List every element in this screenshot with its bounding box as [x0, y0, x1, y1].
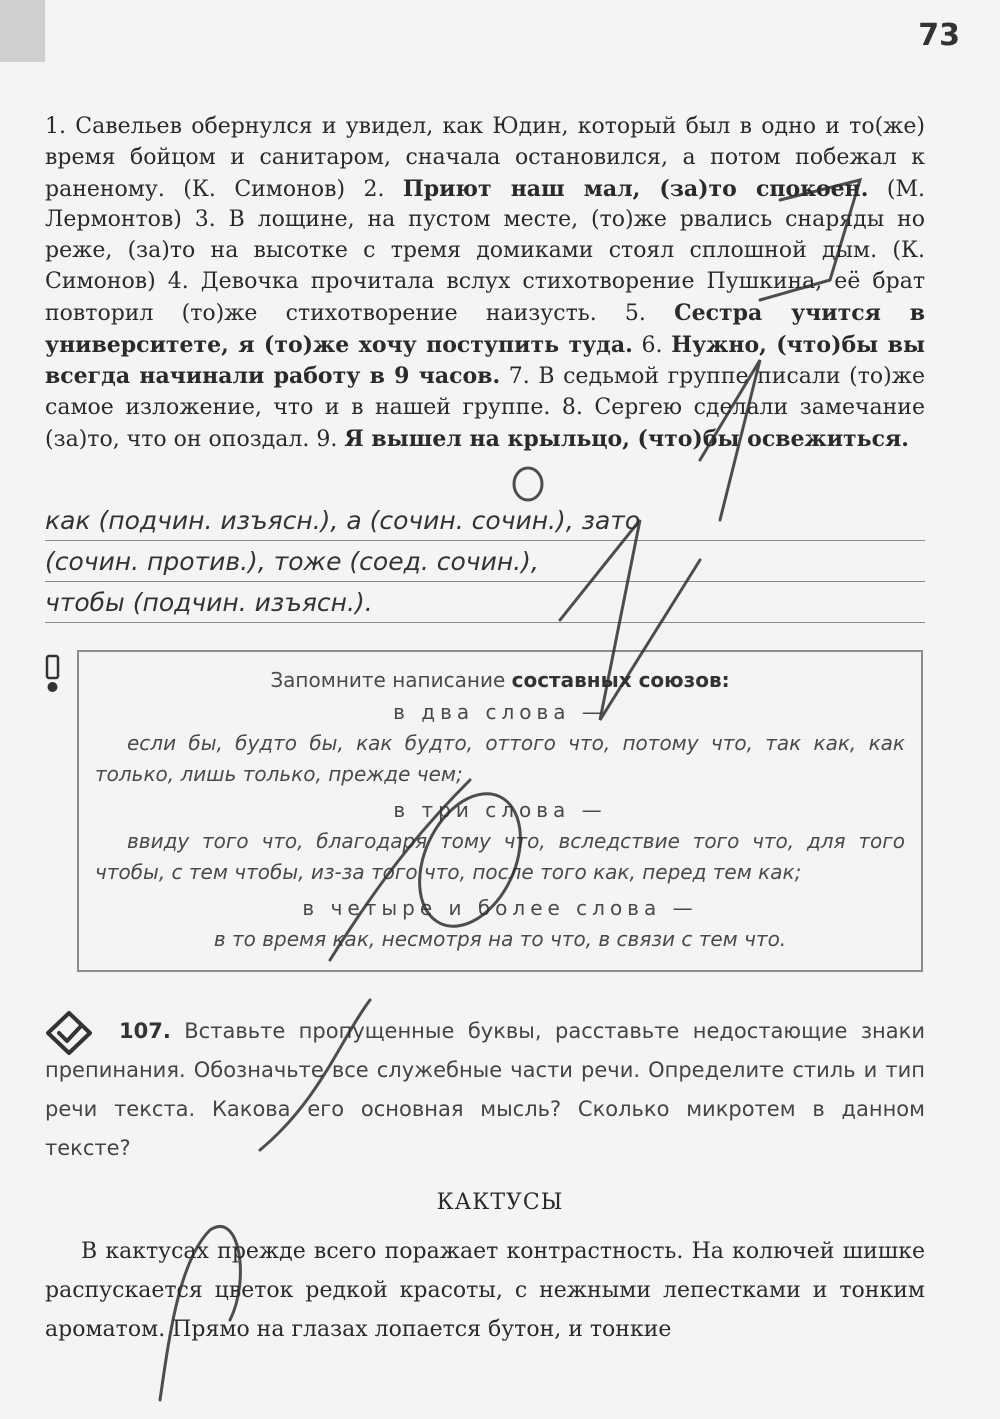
rule-box	[77, 650, 923, 972]
page-number: 73	[918, 18, 960, 53]
task-number: 107.	[119, 1019, 171, 1043]
rule-group2-label: в три слова —	[393, 798, 607, 822]
text-title: КАКТУСЫ	[436, 1190, 564, 1215]
handwritten-notes	[45, 500, 925, 623]
page-edge-shadow	[0, 0, 45, 62]
exercise-text-part-5: 6.	[632, 332, 672, 358]
task-text	[45, 1012, 925, 1168]
main-text: В кактусах прежде всего поражает контрастность. На колючей шишке распускается цветок редкой красоты, с нежными лепестками и тонким ароматом. Прямо на глазах лопается бутон, и тонкие	[45, 1239, 925, 1342]
rule-title-bold: составных союзов:	[511, 668, 730, 692]
exercise-sentence-2: Приют наш мал, (за)то спокоен.	[402, 175, 869, 202]
exercise-text-part-6: 7. В седьмой группе писали (то)же самое изложение, что и в нашей группе. 8. Сергею сделали замечание (за)то, что он опоздал. 9.	[45, 364, 925, 452]
handwritten-line-1: как (подчин. изъясн.), а (сочин. сочин.), зато	[45, 500, 925, 541]
scribble-stroke-8	[514, 468, 542, 500]
rule-group1-label: в два слова —	[393, 700, 607, 724]
exercise-text-part-2: (М. Лермонтов) 3. В лощине, на пустом месте, (то)же рвались снаряды но реже, (за)то на высотке с тремя домиками стоял сплошной дым. (К. Симонов) 4. Девочка прочитала вслух стихотворение Пушкина, её брат повторил (то)же стихотворение наизусть. 5.	[45, 176, 925, 326]
rule-group2-items: ввиду того что, благодаря тому что, вследствие того что, для того чтобы, с тем чтобы, из-за того что, после того как, перед тем как;	[95, 829, 905, 884]
task-instructions: Вставьте пропущенные буквы, расставьте недостающие знаки препинания. Обозначьте все служебные части речи. Определите стиль и тип речи текста. Какова его основная мысль? Сколько микротем в данном тексте?	[45, 1019, 925, 1160]
exercise-text	[45, 112, 925, 456]
rule-group3-items: в то время как, несмотря на то что, в связи с тем что.	[213, 927, 787, 951]
rule-group1-items: если бы, будто бы, как будто, оттого что, потому что, так как, как только, лишь только, прежде чем;	[95, 731, 905, 786]
rule-group3-label: в четыре и более слова —	[302, 896, 698, 920]
handwritten-line-2: (сочин. против.), тоже (соед. сочин.),	[45, 541, 925, 582]
exercise-sentence-6: Нужно, (что)бы вы всегда начинали работу в 9 часов.	[45, 331, 925, 390]
handwritten-line-3: чтобы (подчин. изъясн.).	[45, 582, 925, 623]
exercise-text-part-1: 1. Савельев обернулся и увидел, как Юдин, который был в одно и то(же) время бойцом и санитаром, сначала остановился, а потом побежал к раненому. (К. Симонов) 2.	[45, 114, 925, 202]
exercise-sentence-9: Я вышел на крыльцо, (что)бы освежиться.	[344, 425, 909, 452]
exclamation-icon	[44, 654, 62, 694]
exercise-sentence-5: Сестра учится в университете, я (то)же хочу поступить туда.	[45, 299, 925, 358]
rule-title: Запомните написание составных союзов:	[270, 668, 730, 692]
